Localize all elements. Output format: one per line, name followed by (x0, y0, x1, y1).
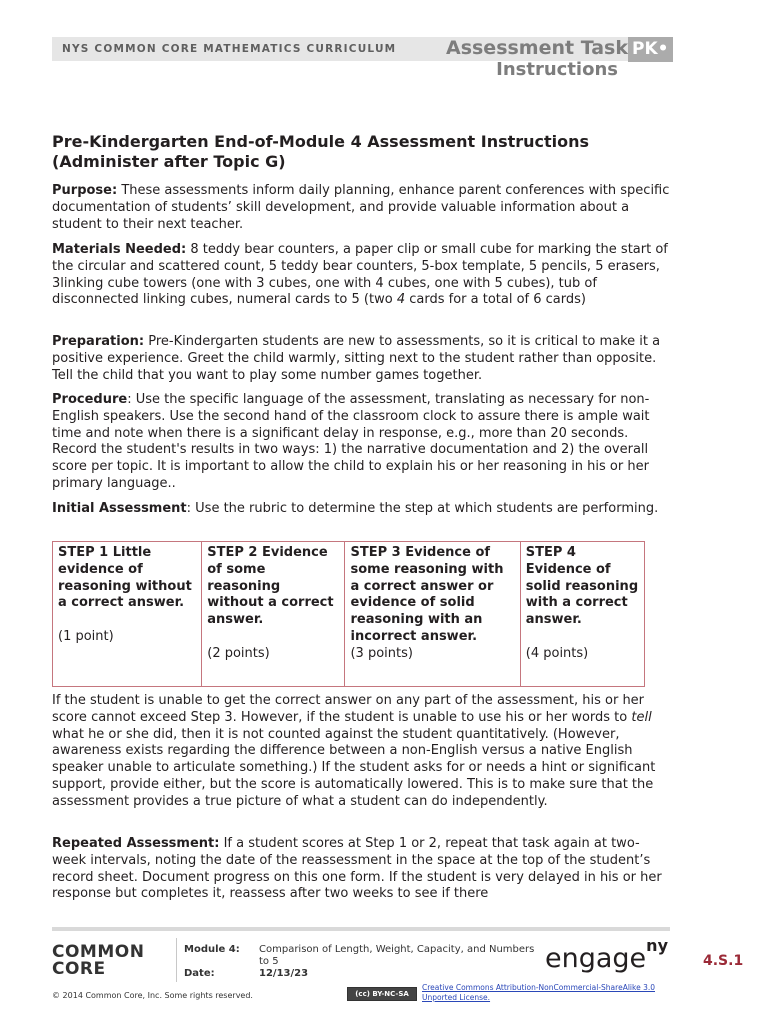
module-label: Module 4: (184, 944, 240, 955)
materials-text-end: cards for a total of 6 cards) (405, 292, 586, 308)
materials-italic: 4 (396, 292, 406, 308)
rubric-step-4-title: STEP 4 Evidence of solid reasoning with a correct answer. (525, 545, 639, 628)
module-value: Comparison of Length, Weight, Capacity, and Numbers to 5 (259, 944, 535, 967)
rubric-step-2-title: STEP 2 Evidence of some reasoning without a correct answer. (207, 545, 334, 628)
materials-paragraph (52, 242, 672, 309)
scoring-text-end: what he or she did, then it is not counted against the student quantitatively. (However, awareness exists regarding the difference between a non-English versus a native English speaker unable to articulate something.) If the student asks for or needs a hint or significant support, provide either, but the score is automatically lowered. This is to make sure that the assessment provides a true picture of what a student can do independently. (52, 726, 656, 809)
scoring-text: If the student is unable to get the correct answer on any part of the assessment, his or her score cannot exceed Step 3. However, if the student is unable to use his or her words to (52, 693, 645, 725)
initial-assessment-label: Initial Assessment (52, 501, 187, 516)
procedure-label: Procedure (52, 392, 128, 407)
rubric-step-1-title: STEP 1 Little evidence of reasoning without a correct answer. (58, 545, 192, 611)
scoring-italic: tell (631, 709, 652, 725)
materials-text: 8 teddy bear counters, a paper clip or small cube for marking the start of the circular and scattered count, 5 teddy bear counters, 5-box template, 5 pencils, 5 erasers, 3linking cube towers (one with 3 cubes, one with 4 cubes, one with 5 cubes), tub of disconnected linking cubes, numeral cards to 5 (two (52, 242, 668, 308)
rubric-step-4 (520, 542, 644, 687)
initial-assessment-text: : Use the rubric to determine the step at which students are performing. (186, 501, 659, 516)
license-link[interactable]: Creative Commons Attribution-NonCommercial-ShareAlike 3.0 Unported License. (422, 983, 655, 1002)
curriculum-title: NYS COMMON CORE MATHEMATICS CURRICULUM (62, 43, 397, 55)
date-label: Date: (184, 968, 215, 979)
rubric-row (53, 542, 645, 687)
purpose-text: These assessments inform daily planning, enhance parent conferences with specific documentation of students’ skill development, and provide valuable information about a student to their next teacher. (52, 183, 670, 232)
repeated-assessment-paragraph (52, 836, 672, 903)
logo-line-1: COMMON (52, 942, 145, 962)
page-title-line2: (Administer after Topic G) (52, 152, 286, 171)
repeated-assessment-label: Repeated Assessment: (52, 836, 220, 851)
scoring-paragraph (52, 693, 672, 811)
cc-license-badge: (cc) BY-NC-SA (347, 987, 417, 1001)
footer-divider (176, 938, 177, 982)
assessment-task-title: Assessment Task (445, 37, 628, 59)
rubric-table (52, 541, 645, 687)
common-core-logo (52, 944, 144, 978)
page-title-line1: Pre-Kindergarten End-of-Module 4 Assessment Instructions (52, 132, 590, 151)
engageny-logo (545, 936, 668, 974)
preparation-label: Preparation: (52, 334, 145, 349)
rubric-step-2 (202, 542, 345, 687)
footer-rule (52, 927, 670, 931)
grade-badge: PK• (628, 37, 673, 62)
date-value: 12/13/23 (259, 968, 309, 979)
page-title (52, 132, 672, 172)
engage-text: engage (545, 943, 647, 974)
rubric-step-3 (345, 542, 520, 687)
initial-assessment-paragraph (52, 501, 672, 518)
page-number: 4.S.1 (703, 953, 744, 969)
procedure-text: : Use the specific language of the assessment, translating as necessary for non-English speakers. Use the second hand of the classroom clock to assure there is ample wait time and note when there is a significant delay in response, e.g., more than 20 seconds. Record the student's results in two ways: 1) the narrative documentation and 2) the overall score per topic. It is important to allow the child to explain his or her reasoning in his or her primary language.. (52, 392, 650, 491)
instructions-subtitle: Instructions (496, 59, 618, 80)
rubric-step-3-title: STEP 3 Evidence of some reasoning with a correct answer or evidence of solid reasoning with an incorrect answer. (350, 545, 504, 644)
rubric-step-4-points: (4 points) (525, 645, 589, 661)
procedure-paragraph (52, 392, 672, 493)
engage-ny: ny (646, 936, 668, 955)
rubric-step-2-points: (2 points) (207, 645, 270, 661)
purpose-paragraph (52, 183, 672, 233)
preparation-paragraph (52, 334, 672, 384)
copyright: © 2014 Common Core, Inc. Some rights reserved. (52, 991, 253, 1000)
rubric-step-1-points: (1 point) (58, 629, 114, 645)
logo-line-2: CORE (52, 959, 106, 979)
rubric-step-1 (53, 542, 202, 687)
preparation-text: Pre-Kindergarten students are new to assessments, so it is critical to make it a positive experience. Greet the child warmly, sitting next to the student rather than opposite. Tell the child that you want to play some number games together. (52, 334, 661, 383)
rubric-step-3-points: (3 points) (350, 645, 413, 661)
materials-label: Materials Needed: (52, 242, 187, 257)
repeated-assessment-text: If a student scores at Step 1 or 2, repeat that task again at two-week intervals, noting the date of the reassessment in the space at the top of the student’s record sheet. Document progress on this one form. If the student is very delayed in his or her response but completes it, reassess after two weeks to see if there (52, 836, 662, 902)
purpose-label: Purpose: (52, 183, 118, 198)
